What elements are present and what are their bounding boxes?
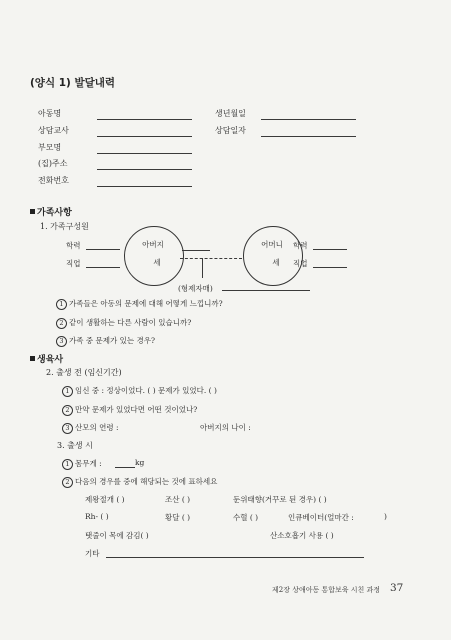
father-age-label: 아버지의 나이 :: [200, 423, 251, 432]
option-transfusion[interactable]: 수혈 ( ): [233, 513, 259, 522]
field-counsel-date[interactable]: [261, 136, 356, 137]
field-birthdate[interactable]: [261, 119, 356, 120]
section-heading-family: 가족사항: [30, 205, 72, 218]
label-birthdate: 생년월일: [215, 109, 246, 118]
label-mother-job: 직업: [293, 259, 308, 268]
field-counselor[interactable]: [97, 136, 192, 137]
pregnancy-problem: 2 만약 문제가 있었다면 어떤 것이었나?: [62, 404, 197, 416]
mother-age-label: 3 산모의 연령 :: [62, 422, 119, 434]
field-phone[interactable]: [97, 186, 192, 187]
label-father-job: 직업: [66, 259, 81, 268]
circled-number: 3: [62, 423, 73, 434]
label-address: (집)주소: [38, 159, 68, 168]
field-siblings[interactable]: [222, 290, 310, 291]
circled-number: 1: [62, 459, 73, 470]
field-other[interactable]: [106, 557, 364, 558]
birth-conditions-instruction: 2 다음의 경우를 중에 해당되는 것에 표하세요: [62, 476, 217, 488]
question-other-residents: 2 같이 생활하는 다른 사람이 있습니까?: [56, 317, 191, 329]
sibling-dashed-line: [180, 258, 242, 259]
father-label: 아버지: [142, 240, 164, 249]
field-father-job[interactable]: [86, 267, 120, 268]
option-oxygen-respirator[interactable]: 산소호흡기 사용 ( ): [270, 531, 334, 540]
circled-number: 2: [62, 405, 73, 416]
label-other: 기타: [85, 549, 100, 558]
label-mother-edu: 학력: [293, 241, 308, 250]
mother-circle: [243, 226, 303, 286]
option-incubator[interactable]: 인큐베이터(얼마간 :: [288, 513, 354, 522]
section-heading-growth-history: 생육사: [30, 352, 63, 365]
mother-label: 어머니: [261, 240, 283, 249]
field-address[interactable]: [97, 169, 192, 170]
footer-chapter: 제2장 상애아동 통합보육 시친 과정: [272, 586, 381, 594]
subheading-family-members: 1. 가족구성원: [40, 222, 89, 231]
marriage-line-left: [182, 250, 210, 251]
circled-number: 2: [62, 477, 73, 488]
circled-number: 1: [56, 299, 67, 310]
option-cesarean[interactable]: 제왕절개 ( ): [85, 495, 125, 504]
page-number: 37: [390, 582, 404, 594]
father-age-unit: 세: [153, 258, 161, 267]
circled-number: 2: [56, 318, 67, 329]
question-family-feeling: 1 가족들은 아동의 문제에 대해 어떻게 느낍니까?: [56, 298, 223, 310]
label-phone: 전화번호: [38, 176, 69, 185]
form-title: (양식 1) 발달내력: [30, 77, 116, 89]
option-breech[interactable]: 둔위태향(거꾸로 된 경우) ( ): [233, 495, 327, 504]
option-jaundice[interactable]: 황달 ( ): [165, 513, 191, 522]
father-circle: [124, 226, 184, 286]
pregnancy-status: 1 임신 중 : 정상이었다. ( ) 문제가 있었다. ( ): [62, 385, 217, 397]
mother-age-unit: 세: [272, 258, 280, 267]
sibling-vertical-line: [202, 258, 203, 278]
field-birth-weight[interactable]: [115, 467, 135, 468]
field-mother-edu[interactable]: [313, 249, 347, 250]
option-premature[interactable]: 조산 ( ): [165, 495, 191, 504]
circled-number: 3: [56, 336, 67, 347]
birth-weight-unit: kg: [135, 458, 145, 467]
option-cord-around-neck[interactable]: 탯줄이 목에 감김( ): [85, 531, 149, 540]
question-family-problem: 3 가족 중 문제가 있는 경우?: [56, 335, 155, 347]
field-father-edu[interactable]: [86, 249, 120, 250]
option-incubator-close: ): [384, 512, 387, 521]
circled-number: 1: [62, 386, 73, 397]
field-mother-job[interactable]: [313, 267, 347, 268]
label-child-name: 아동명: [38, 109, 62, 118]
label-siblings: (형제자매): [178, 284, 213, 293]
label-counselor: 상담교사: [38, 126, 69, 135]
label-parent-name: 부모명: [38, 143, 62, 152]
birth-weight-label: 1 몸무게 :: [62, 458, 102, 470]
label-father-edu: 학력: [66, 241, 81, 250]
subheading-before-birth: 2. 출생 전 (임신기간): [46, 368, 122, 377]
field-parent-name[interactable]: [97, 153, 192, 154]
label-counsel-date: 상담일자: [215, 126, 246, 135]
subheading-at-birth: 3. 출생 시: [57, 441, 93, 450]
option-rh-negative[interactable]: Rh- ( ): [85, 512, 109, 521]
field-child-name[interactable]: [97, 119, 192, 120]
